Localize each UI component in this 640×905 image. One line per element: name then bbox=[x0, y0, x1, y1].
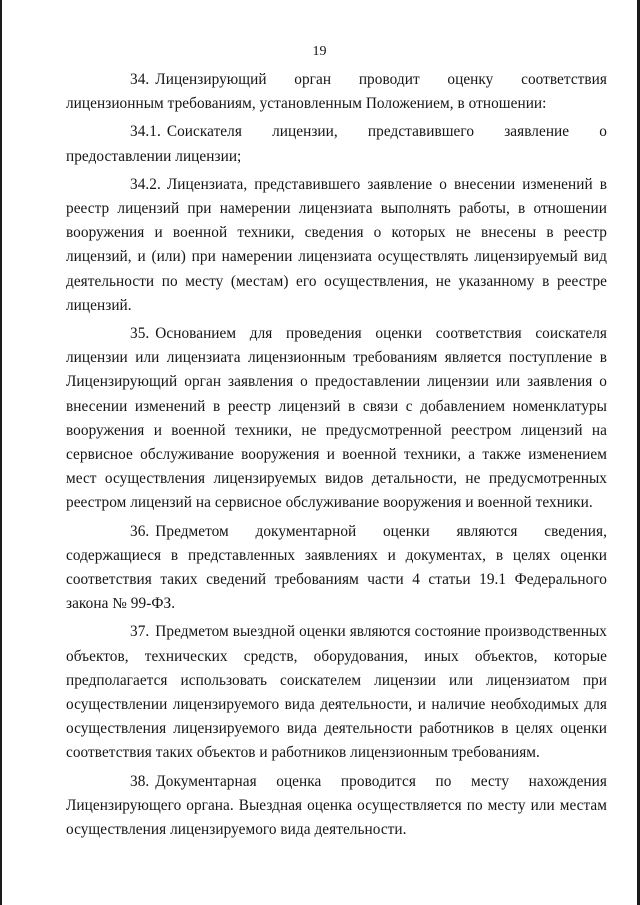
paragraph-text: Основанием для проведения оценки соответствия соискателя лицензии или лицензиата лицензионным требованиям является поступление в Лицензирующий орган заявления о предоставлении лицензии или заявления о внесении изменений в реестр лицензий в связи с добавлением номенклатуры вооружения и военной техники, не предусмотренной реестром лицензий на сервисное обслуживание вооружения и военной техники, а также изменением мест осуществления лицензируемых видов детальности, не предусмотренных реестром лицензий на сервисное обслуживание вооружения и военной техники. bbox=[66, 325, 607, 512]
document-body bbox=[66, 68, 607, 846]
paragraph-text: Предметом документарной оценки являются сведения, содержащиеся в представленных заявлениях и документах, в целях оценки соответствия таких сведений требованиям части 4 статьи 19.1 Федерального закона № 99-ФЗ. bbox=[66, 522, 607, 613]
paragraph-text: Лицензирующий орган проводит оценку соответствия лицензионным требованиям, установленным Положением, в отношении: bbox=[66, 71, 607, 113]
paragraph-35 bbox=[66, 322, 607, 516]
paragraph-text: Предметом выездной оценки являются состояние производственных объектов, технических средств, оборудования, иных объектов, которые предполагается использовать соискателем лицензии или лицензиатом при осуществлении лицензируемого вида деятельности, и наличие необходимых для осуществления лицензируемого вида деятельности работников в целях оценки соответствия таких объектов и работников лицензионным требованиям. bbox=[66, 623, 607, 762]
paragraph-38 bbox=[66, 770, 607, 843]
paragraph-number: 38. bbox=[130, 772, 150, 790]
paragraph-number: 34. bbox=[130, 71, 150, 88]
paragraph-number: 35. bbox=[130, 325, 150, 343]
paragraph-36 bbox=[66, 520, 607, 617]
paragraph-number: 36. bbox=[130, 522, 150, 540]
paragraph-number: 37. bbox=[130, 623, 150, 641]
paragraph-34-2 bbox=[66, 173, 607, 318]
paragraph-34-1 bbox=[66, 120, 607, 168]
paragraph-number: 34.2. bbox=[130, 175, 161, 193]
paragraph-text: Соискателя лицензии, представившего заявление о предоставлении лицензии; bbox=[66, 123, 607, 165]
paragraph-text: Лицензиата, представившего заявление о внесении изменений в реестр лицензий при намерении лицензиата выполнять работы, в отношении вооружения и военной техники, сведения о которых не внесены в реестр лицензий, и (или) при намерении лицензиата осуществлять лицензируемый вид деятельности по месту (местам) его осуществления, не указанному в реестре лицензий. bbox=[66, 175, 607, 314]
paragraph-34 bbox=[66, 68, 607, 116]
paragraph-37 bbox=[66, 620, 607, 765]
page-number: 19 bbox=[312, 44, 327, 59]
paragraph-text: Документарная оценка проводится по месту нахождения Лицензирующего органа. Выездная оценка осуществляется по месту или местам осуществления лицензируемого вида деятельности. bbox=[66, 772, 607, 839]
paragraph-number: 34.1. bbox=[130, 123, 161, 141]
